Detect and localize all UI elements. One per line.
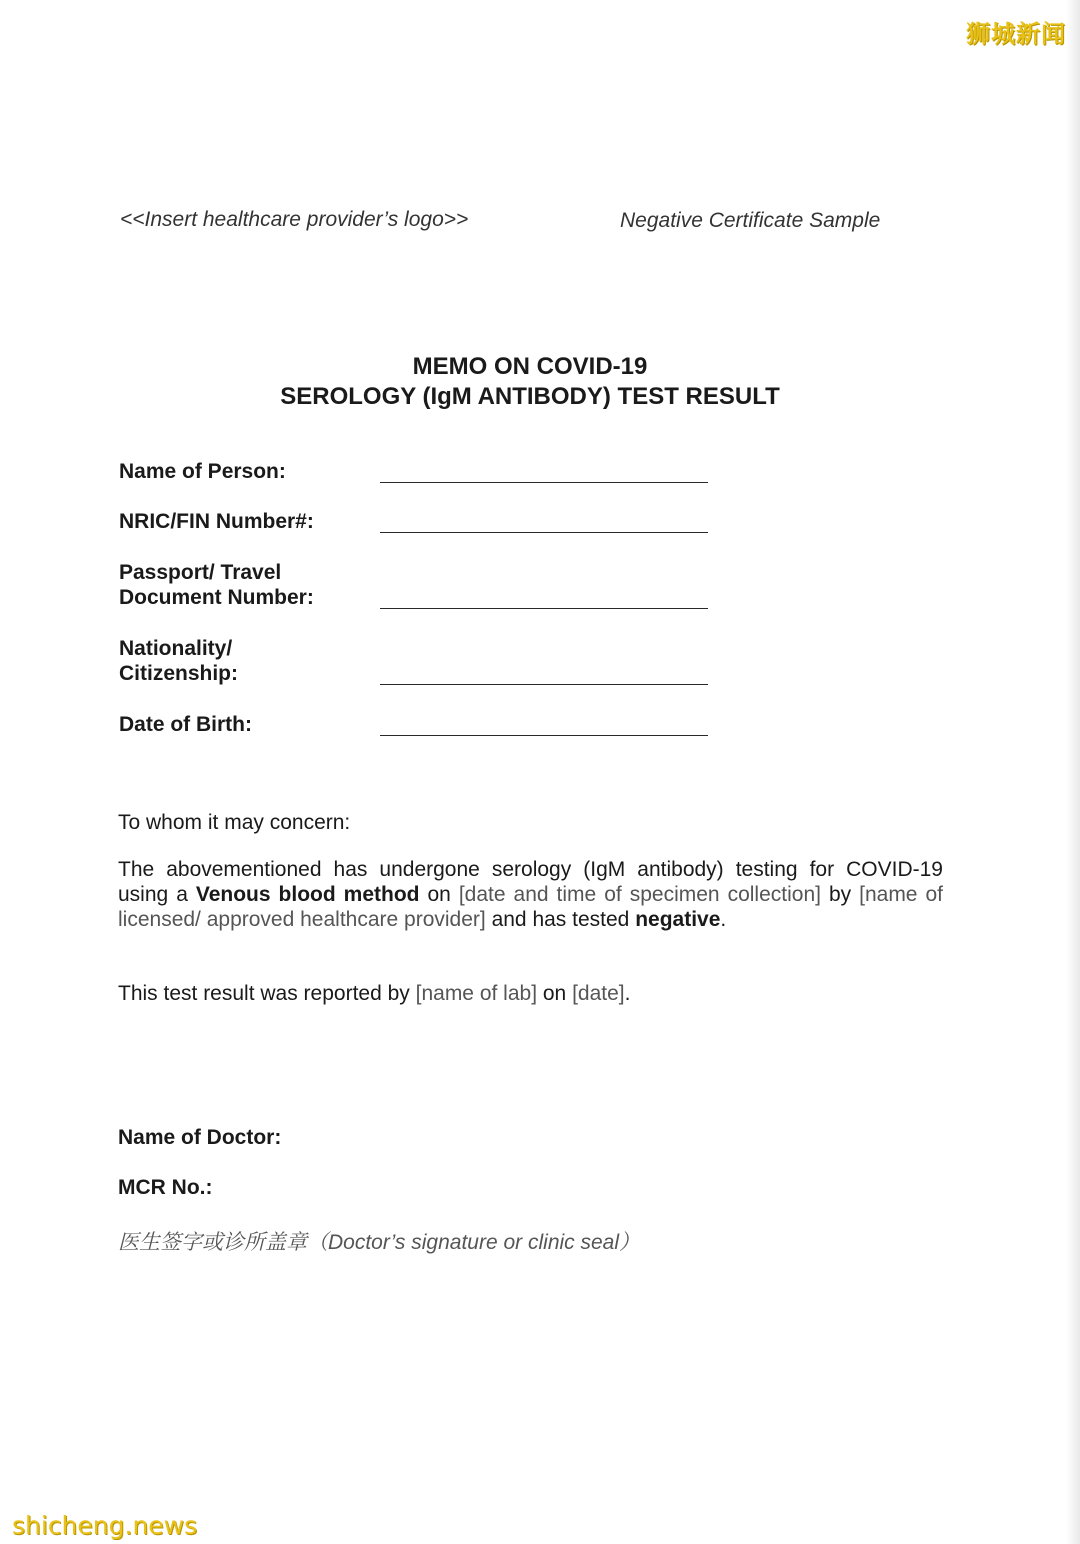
watermark-top: 狮城新闻 xyxy=(966,20,1066,48)
date-of-birth-label: Date of Birth: xyxy=(119,713,252,736)
reported-by-paragraph xyxy=(118,981,943,1006)
salutation: To whom it may concern: xyxy=(118,811,351,834)
mcr-number-label: MCR No.: xyxy=(118,1176,213,1199)
nric-fin-label: NRIC/FIN Number#: xyxy=(119,510,314,533)
nationality-label-line-2: Citizenship: xyxy=(119,662,238,685)
sample-label: Negative Certificate Sample xyxy=(620,209,881,232)
name-of-person-line xyxy=(380,482,708,483)
title-line-1: MEMO ON COVID-19 xyxy=(412,353,648,380)
signature-chinese: 医生签字或诊所盖章 xyxy=(118,1230,307,1254)
name-of-doctor-label: Name of Doctor: xyxy=(118,1126,282,1149)
logo-placeholder: <<Insert healthcare provider’s logo>> xyxy=(120,208,469,231)
passport-line xyxy=(380,608,708,609)
p2-text-b: on xyxy=(537,982,573,1005)
nationality-line xyxy=(380,684,708,685)
p1-date-placeholder: [date and time of specimen collection] xyxy=(458,883,821,906)
p1-text-b: on xyxy=(419,883,459,906)
p1-text-c: by xyxy=(820,883,860,906)
signature-line xyxy=(118,1226,640,1256)
p2-lab-placeholder: [name of lab] xyxy=(415,982,538,1005)
p2-text-a: This test result was reported by xyxy=(118,982,416,1005)
page-edge-shadow xyxy=(1066,0,1080,1544)
name-of-person-label: Name of Person: xyxy=(119,460,286,483)
p1-text-d: and has tested xyxy=(485,908,636,931)
passport-label-line-1: Passport/ Travel xyxy=(119,561,282,584)
p1-provider-placeholder: [name of licensed/ approved healthcare provider] xyxy=(118,883,943,931)
nric-fin-line xyxy=(380,532,708,533)
signature-english: （Doctor’s signature or clinic seal） xyxy=(307,1231,641,1254)
nationality-label-line-1: Nationality/ xyxy=(119,637,233,660)
p2-date-placeholder: [date] xyxy=(572,982,625,1005)
watermark-bottom: shicheng.news xyxy=(12,1511,198,1540)
p1-result: negative xyxy=(635,908,721,931)
p1-method: Venous blood method xyxy=(195,883,420,906)
title-line-2: SEROLOGY (IgM ANTIBODY) TEST RESULT xyxy=(280,383,780,410)
test-result-paragraph xyxy=(118,857,943,932)
passport-label-line-2: Document Number: xyxy=(119,586,314,609)
p1-text-a: The abovementioned has undergone serology (IgM antibody) testing for COVID-19 using a xyxy=(118,858,943,906)
p1-text-e: . xyxy=(720,908,727,931)
date-of-birth-line xyxy=(380,735,708,736)
p2-text-c: . xyxy=(624,982,631,1005)
